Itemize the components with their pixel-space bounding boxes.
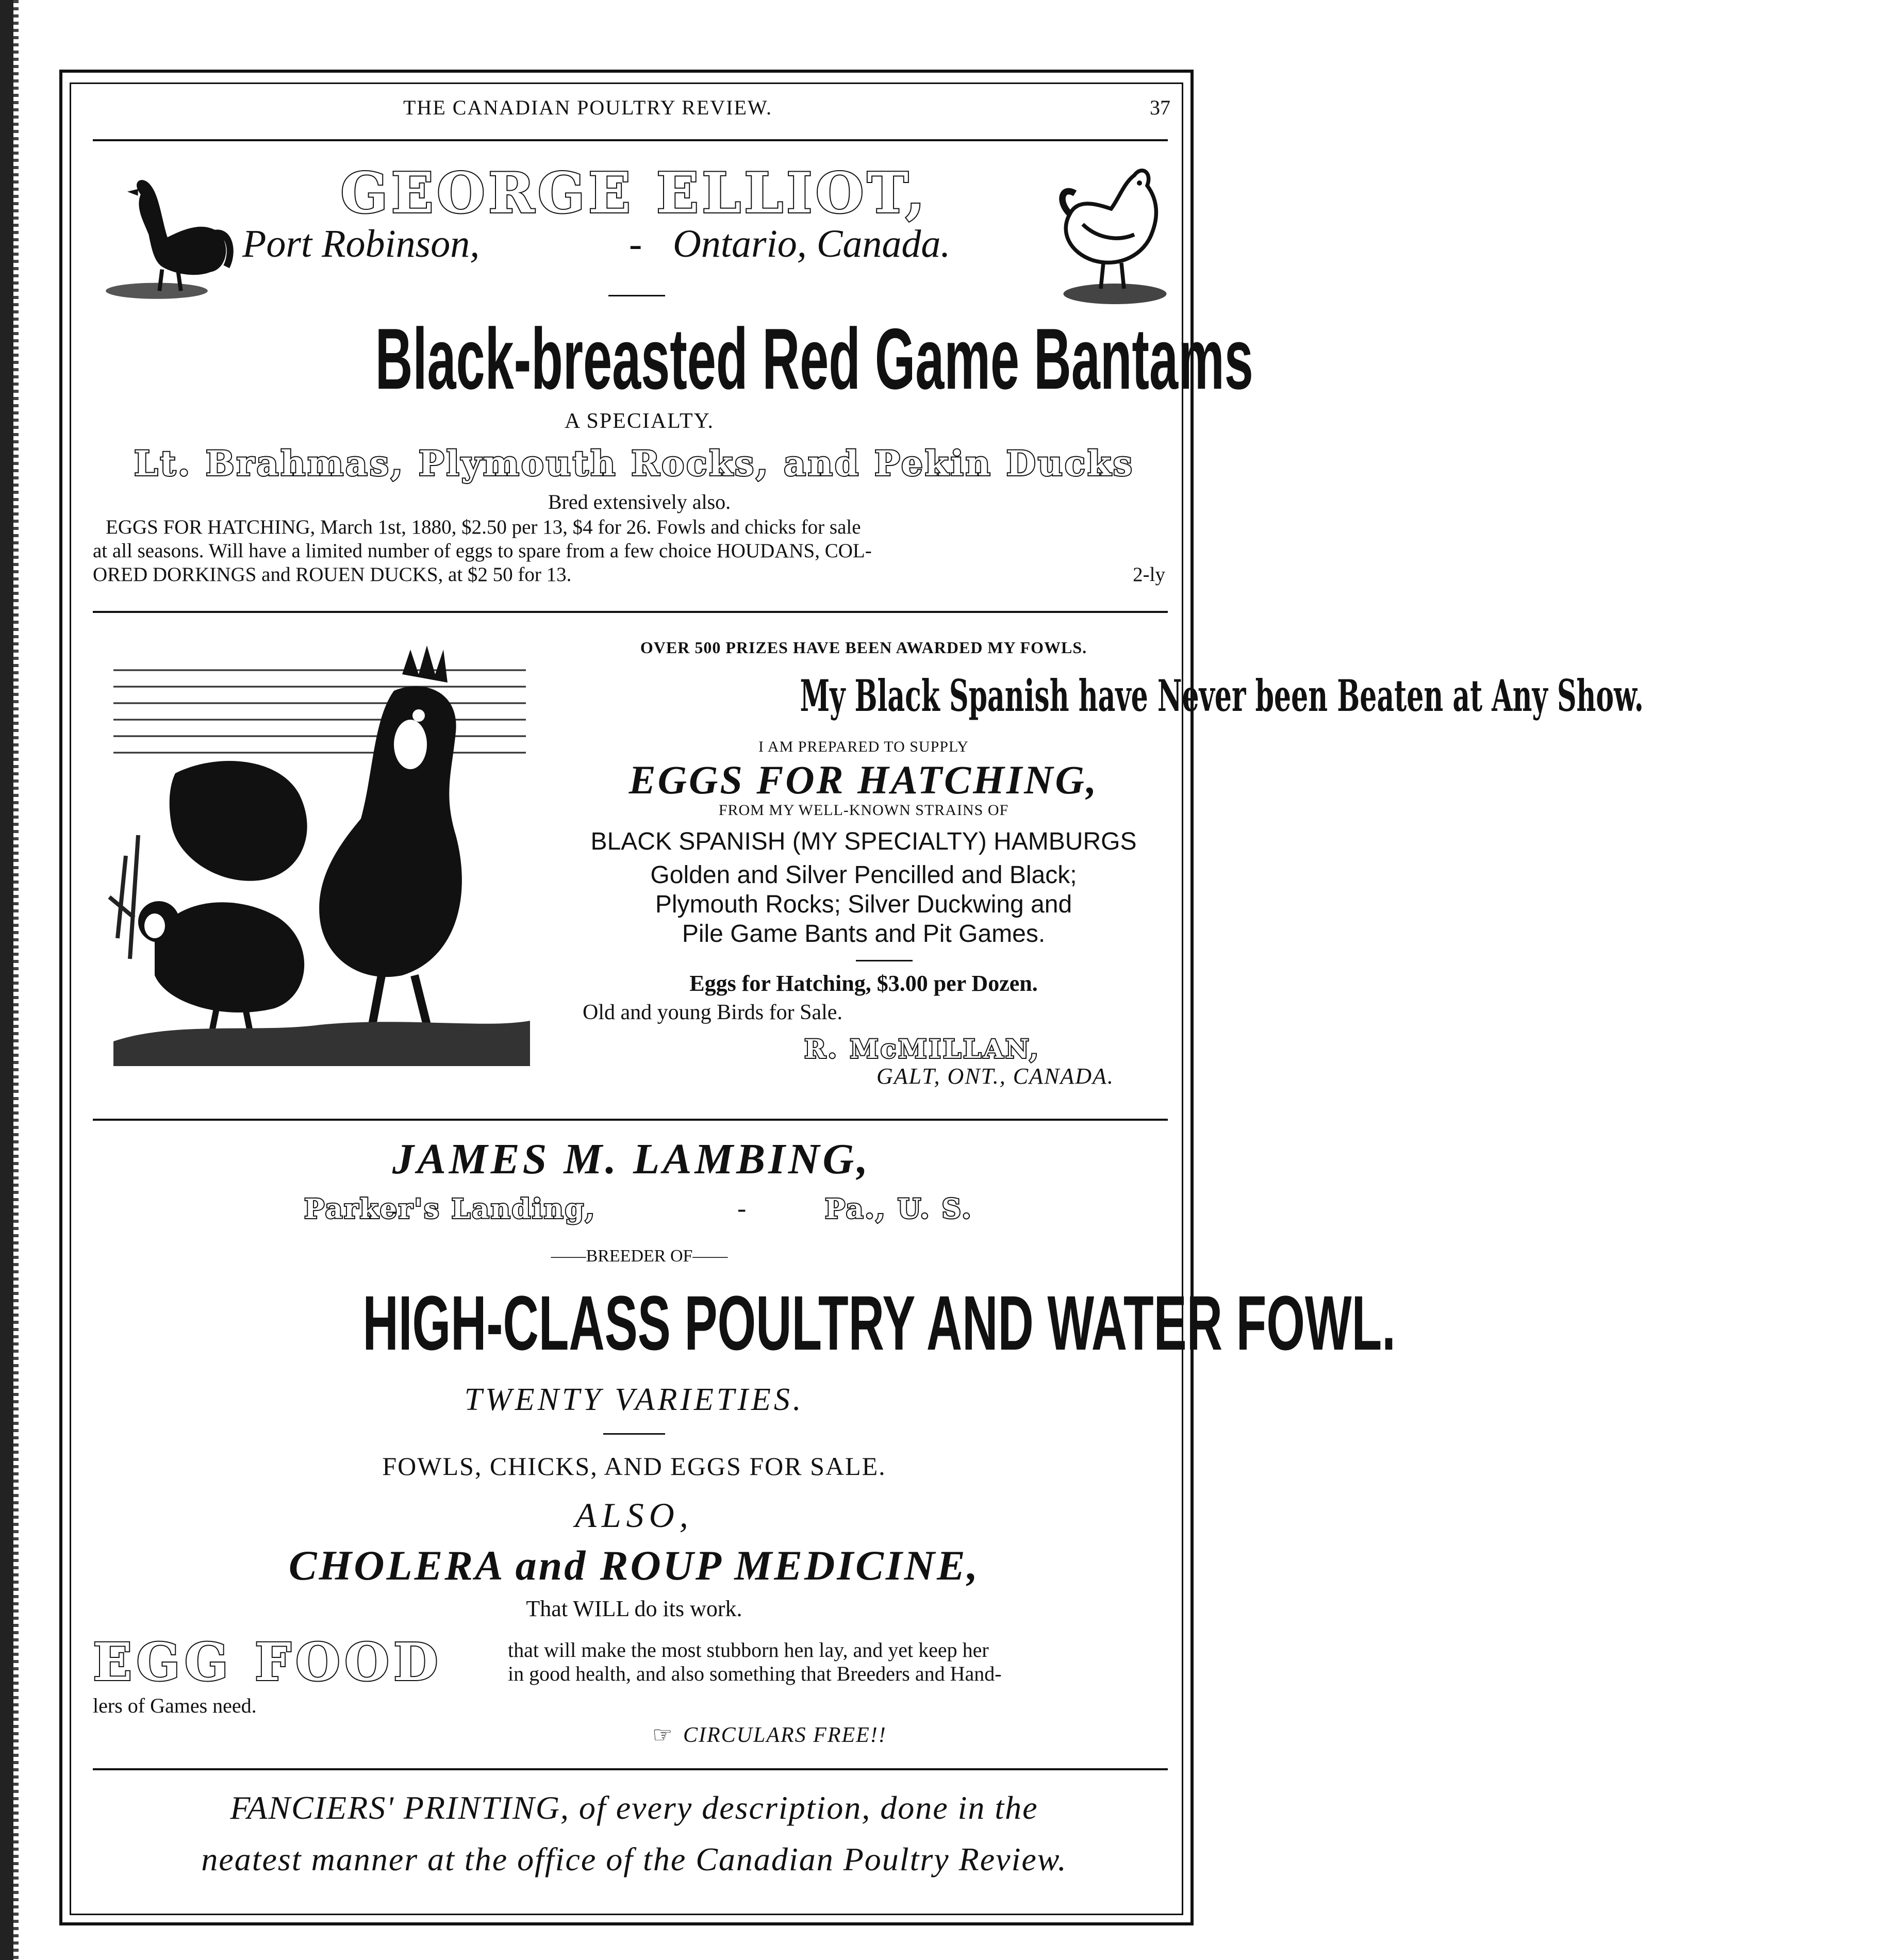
lambing-region: Pa., U. S. — [825, 1193, 973, 1225]
mcmillan-eggs-heading: EGGS FOR HATCHING, — [629, 757, 1099, 802]
lambing-also: ALSO, — [575, 1496, 693, 1535]
binding-stitching — [13, 0, 19, 1960]
lambing-egg-food: EGG FOOD — [93, 1632, 442, 1692]
hen-vignette-right — [1044, 160, 1173, 309]
section-rule-3 — [93, 1768, 1168, 1770]
mcmillan-breeds-line-1: BLACK SPANISH (MY SPECIALTY) HAMBURGS — [590, 828, 1137, 855]
mcmillan-breeds-line-3: Plymouth Rocks; Silver Duckwing and — [655, 891, 1072, 918]
page-number: 37 — [1150, 96, 1170, 119]
lambing-for-sale: FOWLS, CHICKS, AND EGGS FOR SALE. — [382, 1452, 886, 1481]
mcmillan-signature-name: R. McMILLAN, — [804, 1034, 1040, 1064]
mcmillan-price: Eggs for Hatching, $3.00 per Dozen. — [689, 971, 1038, 996]
elliot-paragraph — [93, 516, 1176, 587]
lambing-breeder-of: ——BREEDER OF—— — [551, 1247, 728, 1266]
black-spanish-fowls-engraving — [93, 629, 547, 1083]
lambing-headline: HIGH-CLASS POULTRY AND WATER FOWL. — [362, 1280, 1396, 1366]
lambing-varieties: TWENTY VARIETIES. — [464, 1382, 804, 1417]
mcmillan-breeds-line-4: Pile Game Bants and Pit Games. — [682, 920, 1046, 948]
mcmillan-headline: My Black Spanish have Never been Beaten at Any Show. — [800, 670, 1644, 721]
lambing-location-separator: - — [737, 1194, 747, 1223]
mcmillan-strains: FROM MY WELL-KNOWN STRAINS OF — [718, 802, 1009, 819]
mcmillan-headline-wrap — [541, 670, 1644, 727]
elliot-breeds-line: Lt. Brahmas, Plymouth Rocks, and Pekin Ducks — [134, 443, 1134, 484]
elliot-bred-note: Bred extensively also. — [548, 490, 731, 513]
short-rule — [608, 295, 665, 296]
mcmillan-birds-for-sale: Old and young Birds for Sale. — [583, 1001, 842, 1024]
elliot-region: Ontario, Canada. — [673, 222, 951, 265]
mcmillan-prizes: OVER 500 PRIZES HAVE BEEN AWARDED MY FOWLS. — [640, 638, 1087, 657]
pointing-hand-icon: ☞ — [652, 1722, 673, 1748]
short-rule — [856, 960, 913, 961]
elliot-headline: Black-breasted Red Game Bantams — [375, 310, 1253, 407]
mcmillan-prepared: I AM PREPARED TO SUPPLY — [758, 738, 969, 755]
lambing-circulars: CIRCULARS FREE!! — [683, 1723, 887, 1747]
mcmillan-signature-place: GALT, ONT., CANADA. — [876, 1064, 1114, 1089]
egg-food-line-2: in good health, and also something that Breeders and Hand- — [508, 1662, 1002, 1685]
lambing-town: Parker's Landing, — [304, 1193, 597, 1225]
section-rule-1 — [93, 611, 1168, 613]
lambing-headline-wrap — [72, 1278, 1396, 1371]
elliot-specialty: A SPECIALTY. — [564, 409, 715, 433]
elliot-para-line-1: EGGS FOR HATCHING, March 1st, 1880, $2.50 per 13, $4 for 26. Fowls and chicks for sale — [106, 516, 861, 538]
section-rule-2 — [93, 1119, 1168, 1121]
elliot-insertion-code: 2-ly — [1133, 563, 1165, 586]
advertiser-name-elliot: GEORGE ELLIOT, — [340, 161, 928, 226]
elliot-headline-wrap — [82, 309, 1253, 412]
footer-line-2: neatest manner at the office of the Canadian Poultry Review. — [201, 1841, 1067, 1878]
journal-running-title: THE CANADIAN POULTRY REVIEW. — [403, 96, 772, 119]
binding-edge — [0, 0, 13, 1960]
mcmillan-breeds-line-2: Golden and Silver Pencilled and Black; — [650, 861, 1077, 889]
short-rule — [603, 1433, 665, 1435]
egg-food-line-3: lers of Games need. — [93, 1694, 257, 1717]
lambing-egg-food-text — [508, 1638, 1173, 1686]
header-rule — [93, 139, 1168, 141]
lambing-medicine: CHOLERA and ROUP MEDICINE, — [288, 1542, 980, 1589]
rooster-vignette-left — [103, 168, 237, 302]
elliot-location-separator: - — [629, 222, 642, 265]
elliot-town: Port Robinson, — [242, 222, 480, 265]
lambing-medicine-note: That WILL do its work. — [526, 1596, 742, 1621]
elliot-para-line-2: at all seasons. Will have a limited number of eggs to spare from a few choice HOUDANS, COL- — [93, 540, 872, 562]
egg-food-line-1: that will make the most stubborn hen lay, and yet keep her — [508, 1638, 989, 1662]
elliot-para-line-3: ORED DORKINGS and ROUEN DUCKS, at $2 50 for 13. — [93, 563, 572, 586]
footer-line-1: FANCIERS' PRINTING, of every description, done in the — [230, 1789, 1038, 1826]
advertiser-name-lambing: JAMES M. LAMBING, — [392, 1135, 871, 1183]
